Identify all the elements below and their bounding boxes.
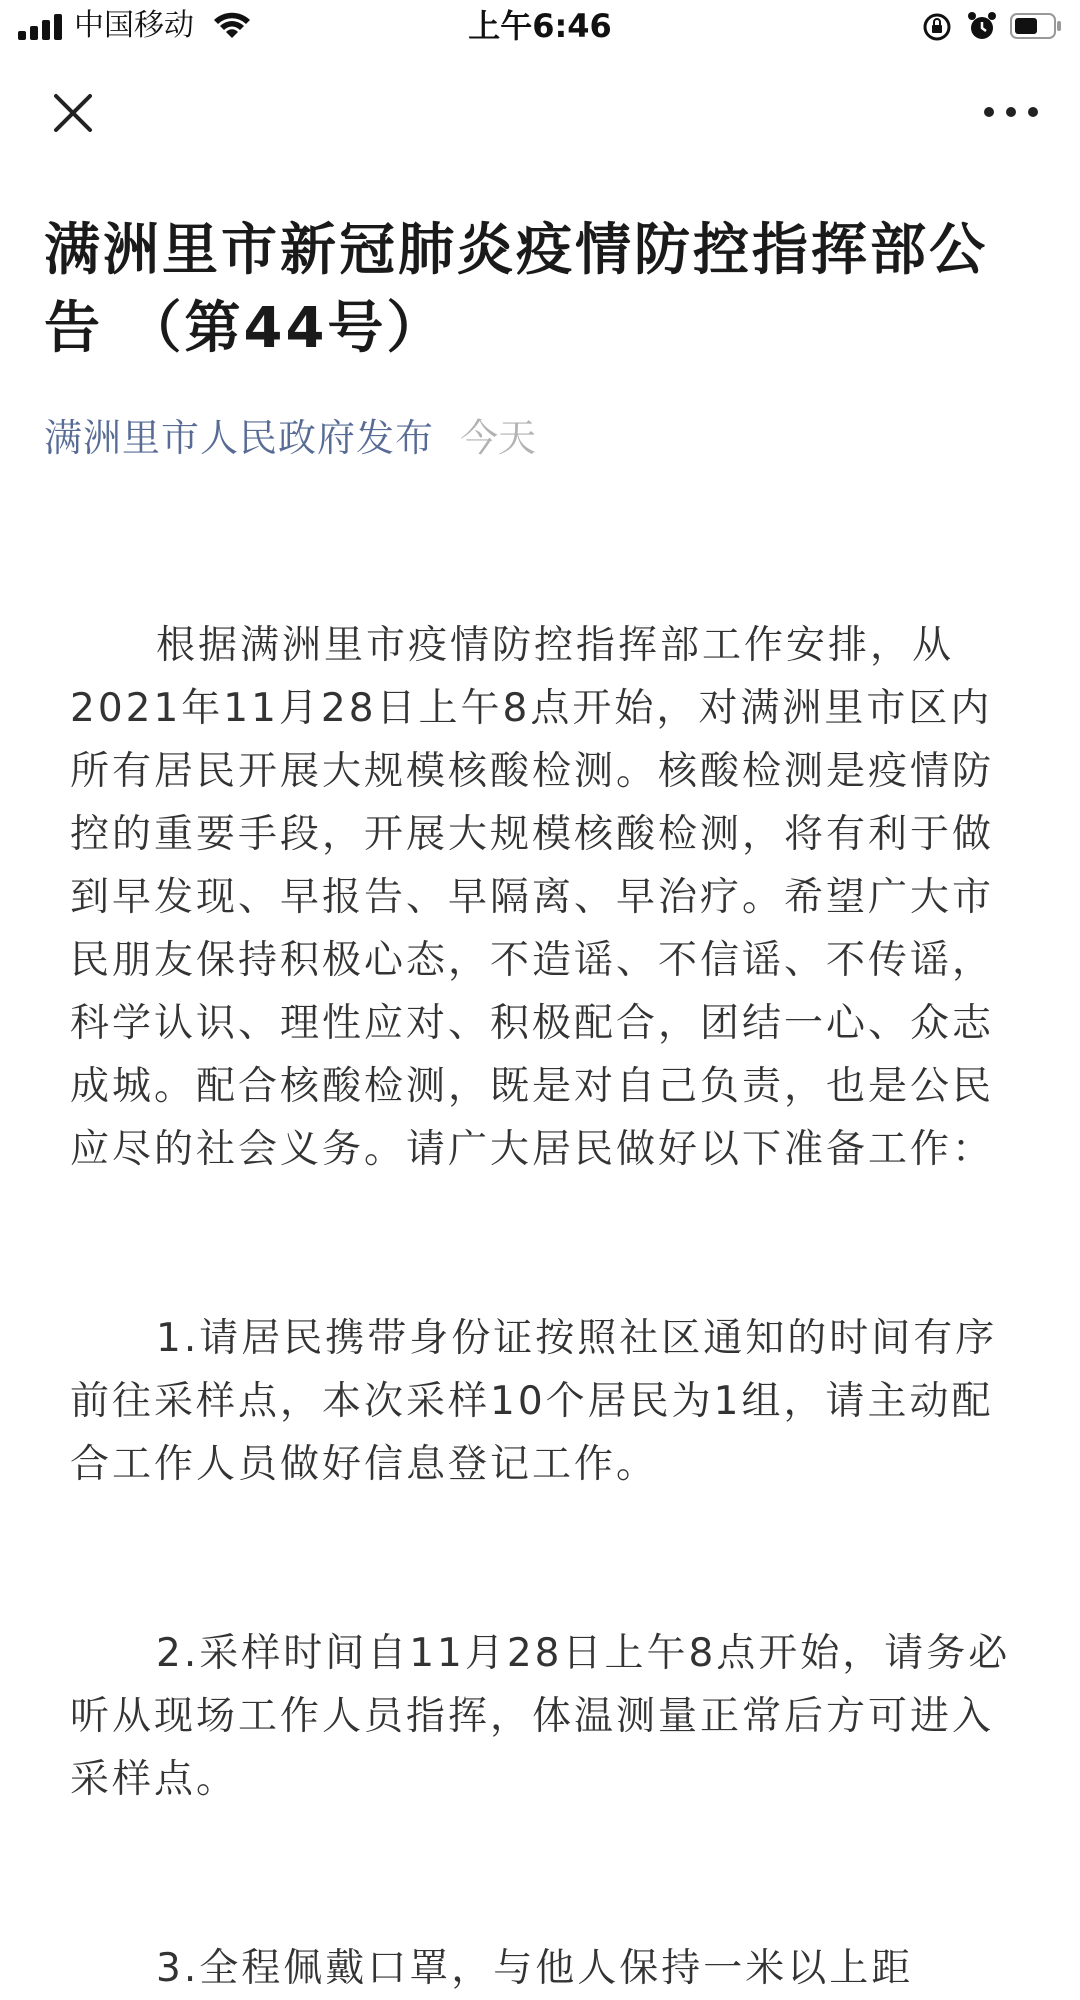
paragraph-item-1: 1.请居民携带身份证按照社区通知的时间有序前往采样点，本次采样10个居民为1组，请主动配合工作人员做好信息登记工作。: [70, 1316, 998, 1487]
status-time: 上午6:46: [468, 7, 612, 45]
status-bar: [0, 0, 1080, 52]
paragraph-item-2: 2.采样时间自11月28日上午8点开始，请务必听从现场工作人员指挥，体温测量正常后方可进入采样点。: [70, 1631, 1011, 1802]
article-title: 满洲里市新冠肺炎疫情防控指挥部公告 （第44号）: [44, 218, 988, 361]
alarm-clock-icon: [966, 10, 998, 42]
paragraph-item-3: 3.全程佩戴口罩，与他人保持一米以上距: [156, 1946, 914, 1991]
battery-icon: [1010, 13, 1062, 39]
rotation-lock-icon: [922, 12, 952, 42]
article-meta: [44, 412, 536, 464]
paragraph-intro: 根据满洲里市疫情防控指挥部工作安排，从2021年11月28日上午8点开始，对满洲里市区内所有居民开展大规模核酸检测。核酸检测是疫情防控的重要手段，开展大规模核酸检测，将有利于做到早发现、早报告、早隔离、早治疗。希望广大市民朋友保持积极心态，不造谣、不信谣、不传谣，科学认识、理性应对、积极配合，团结一心、众志成城。配合核酸检测，既是对自己负责，也是公民应尽的社会义务。请广大居民做好以下准备工作：: [70, 623, 995, 1172]
article-body: [70, 614, 1020, 2000]
publish-date: 今天: [460, 416, 537, 460]
nav-bar: [0, 52, 1080, 164]
account-name-link[interactable]: 满洲里市人民政府发布: [44, 416, 435, 460]
carrier-name: 中国移动: [74, 8, 194, 43]
more-icon[interactable]: [976, 90, 1046, 134]
close-icon[interactable]: [44, 84, 102, 142]
